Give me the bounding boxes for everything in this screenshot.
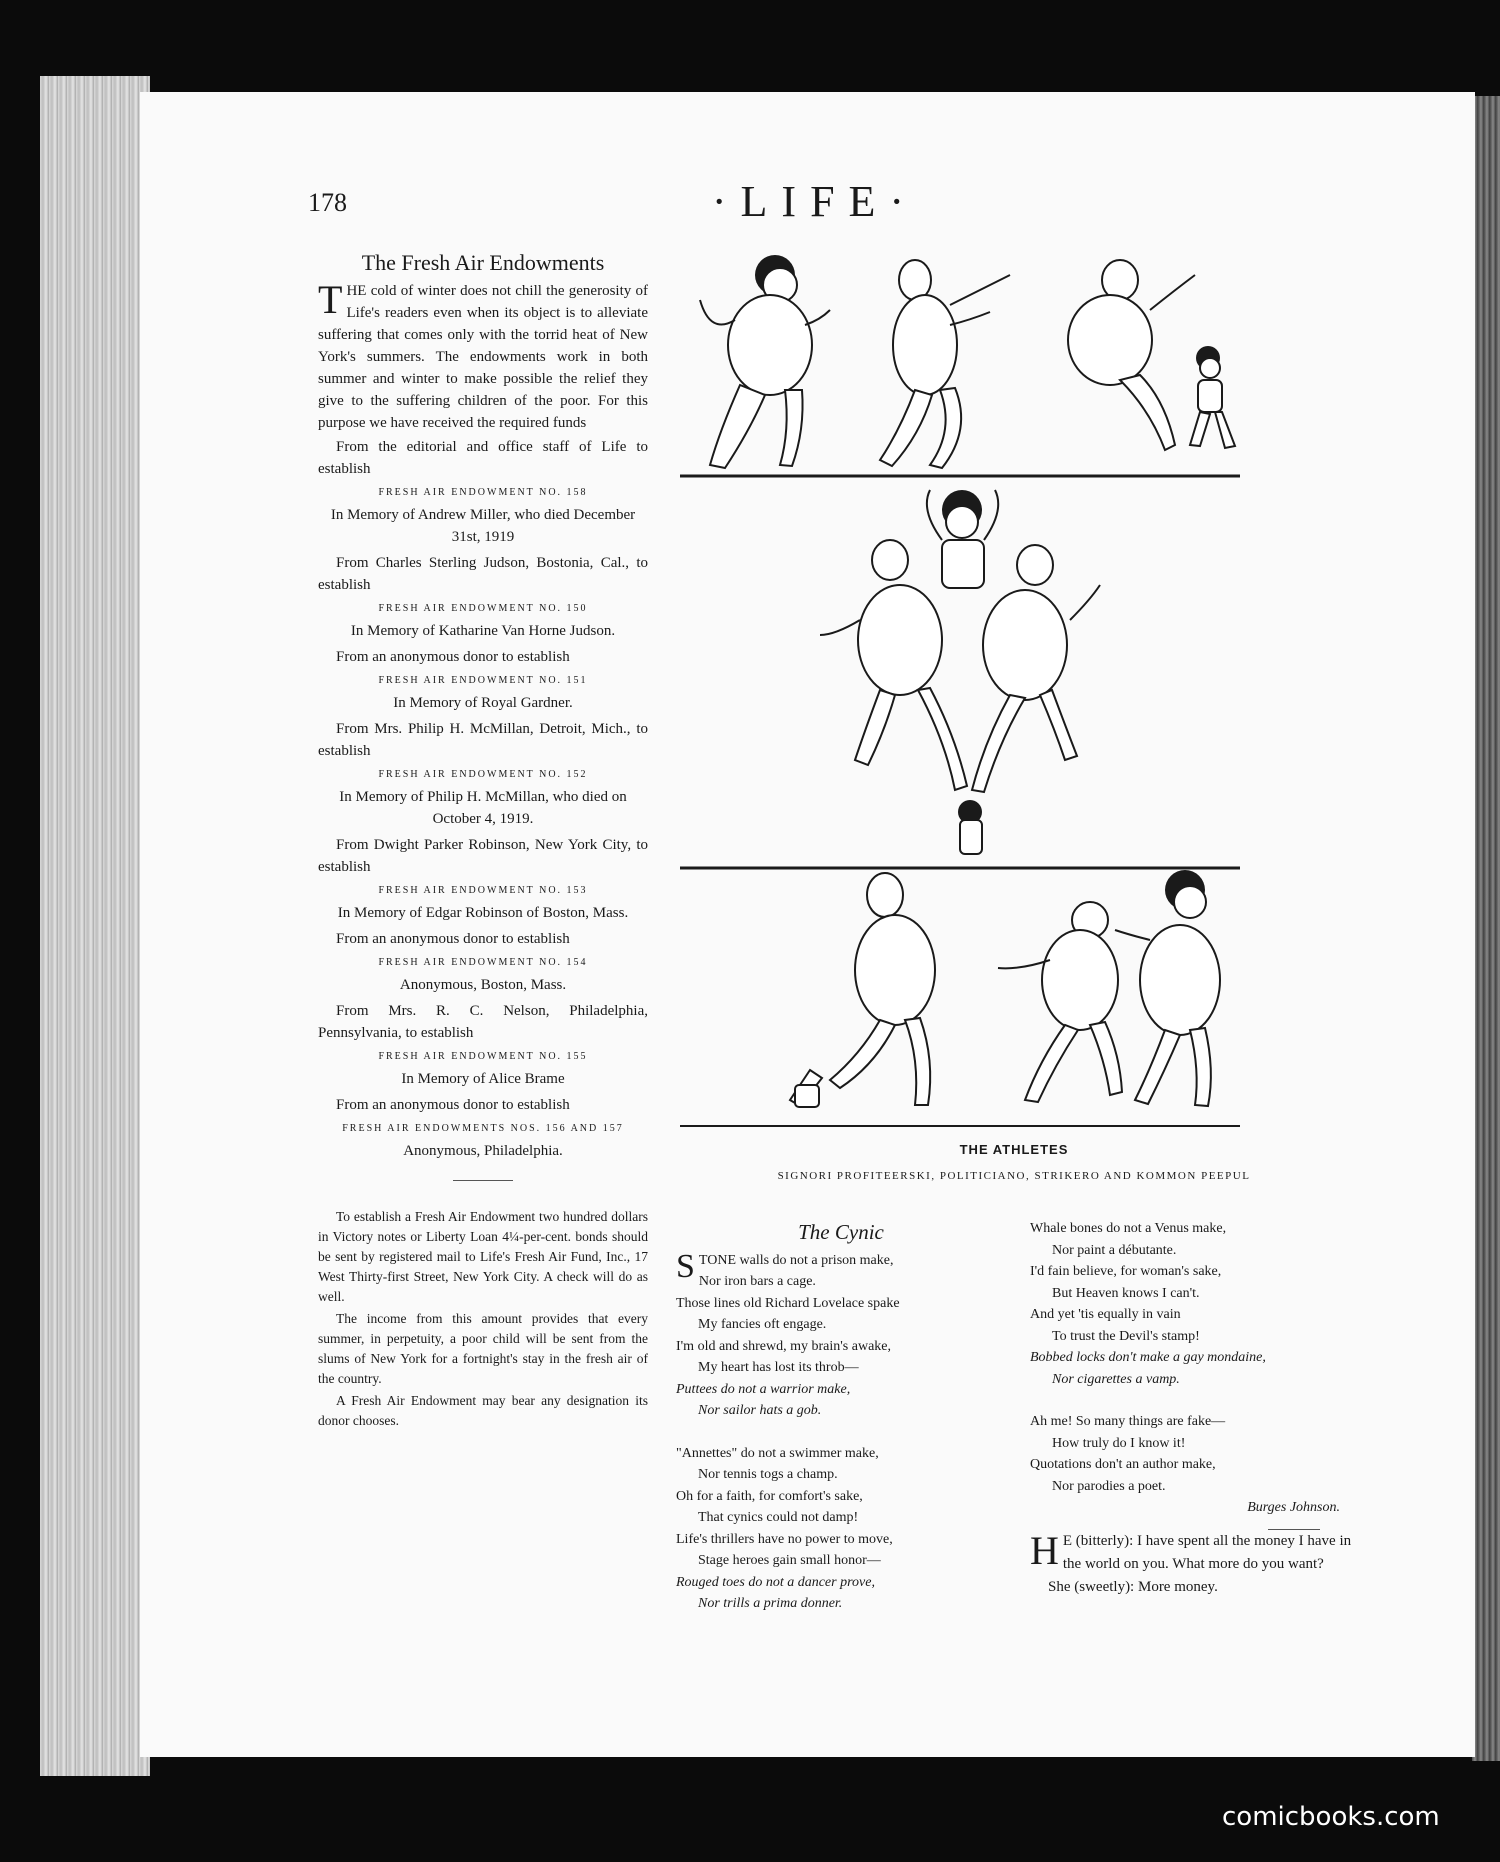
joke-line-1: E (bitterly): I have spent all the money I have in the world on you. What more do you want? (1062, 1533, 1352, 1572)
poem-line: I'm old and shrewd, my brain's awake, (676, 1338, 891, 1354)
joke-line-2: She (sweetly): More money. (1048, 1579, 1218, 1595)
dropcap: T (318, 277, 343, 322)
memorial-line: Anonymous, Boston, Mass. (399, 977, 567, 993)
poem-line: That cynics could not damp! (698, 1510, 859, 1525)
poem-line: Bobbed locks don't make a gay mondaine, (1030, 1350, 1266, 1365)
poem-line: My heart has lost its throb— (698, 1360, 859, 1375)
poem-line: Nor parodies a poet. (1052, 1478, 1166, 1494)
donor-line: From the editorial and office staff of Life to establish (318, 439, 648, 477)
poem-author: Burges Johnson. (1247, 1500, 1340, 1515)
poem-line: Nor trills a prima donner. (698, 1596, 843, 1611)
divider (453, 1180, 513, 1181)
donor-line: From Mrs. R. C. Nelson, Philadelphia, Pennsylvania, to establish (318, 1003, 648, 1041)
masthead: ·LIFE· (711, 177, 919, 226)
panel-bottom (680, 870, 1240, 1126)
page-number: 178 (308, 188, 347, 217)
poem-line: Nor iron bars a cage. (698, 1274, 816, 1289)
poem-line: Nor tennis togs a champ. (698, 1467, 838, 1482)
poem-line: But Heaven knows I can't. (1052, 1285, 1200, 1301)
illustration-subtitle: SIGNORI PROFITEERSKI, POLITICIANO, STRIKERO AND KOMMON PEEPUL (777, 1170, 1251, 1182)
poem-line: Nor sailor hats a gob. (698, 1403, 822, 1418)
donor-line: From Mrs. Philip H. McMillan, Detroit, Mich., to establish (318, 721, 648, 759)
memorial-line: Anonymous, Philadelphia. (403, 1143, 563, 1159)
panel-middle (680, 490, 1240, 868)
poem-line: Nor cigarettes a vamp. (1052, 1371, 1180, 1387)
stanza-break (676, 1422, 1006, 1443)
poem-column-1 (676, 1247, 1006, 1615)
poem-line-text: TONE walls do not a prison make, (698, 1252, 894, 1268)
endowment-number: FRESH AIR ENDOWMENT NO. 154 (378, 957, 588, 968)
book-spine-edge (1472, 96, 1500, 1761)
poem-line: How truly do I know it! (1052, 1435, 1186, 1451)
memorial-line: In Memory of Andrew Miller, who died December 31st, 1919 (330, 507, 636, 545)
poem-line: Those lines old Richard Lovelace spake (676, 1295, 900, 1311)
endowment-number: FRESH AIR ENDOWMENT NO. 150 (378, 603, 588, 614)
donor-line: From Dwight Parker Robinson, New York City, to establish (318, 837, 648, 875)
poem-line: Whale bones do not a Venus make, (1030, 1221, 1227, 1236)
poem-line: I'd fain believe, for woman's sake, (1030, 1264, 1222, 1279)
note-paragraph: A Fresh Air Endowment may bear any designation its donor chooses. (318, 1393, 648, 1428)
endowment-number: FRESH AIR ENDOWMENT NO. 151 (378, 675, 588, 686)
article-title: The Fresh Air Endowments (361, 250, 605, 275)
poem-line: Nor paint a débutante. (1052, 1242, 1177, 1258)
poem-line: Ah me! So many things are fake— (1030, 1414, 1226, 1429)
article-intro: THE cold of winter does not chill the generosity of Life's readers even when its object is to alleviate suffering that comes only with the torrid heat of New York's summers. The endowments work in both summer and winter to make possible the relief they give to the suffering children of the poor. For this purpose we have received the required funds (318, 277, 648, 431)
poem-line: Stage heroes gain small honor— (698, 1553, 881, 1568)
joke (1030, 1530, 1360, 1599)
article-fresh-air (318, 252, 648, 1433)
endowment-note (318, 1207, 648, 1431)
endowment-number: FRESH AIR ENDOWMENTS NOS. 156 AND 157 (342, 1123, 624, 1134)
poem-line: To trust the Devil's stamp! (1052, 1328, 1200, 1344)
illustration-title: THE ATHLETES (959, 1142, 1069, 1157)
poem-line: Rouged toes do not a dancer prove, (676, 1574, 875, 1590)
memorial-line: In Memory of Philip H. McMillan, who died on October 4, 1919. (339, 789, 627, 827)
note-paragraph: To establish a Fresh Air Endowment two hundred dollars in Victory notes or Liberty Loan 4¼-per-cent. bonds should be sent by registered mail to Life's Fresh Air Fund, Inc., 17 West Thirty-first Street, New York City. A check will do as well. (318, 1209, 648, 1304)
endowment-number: FRESH AIR ENDOWMENT NO. 152 (378, 769, 588, 780)
endowment-number: FRESH AIR ENDOWMENT NO. 153 (378, 885, 588, 896)
note-paragraph: The income from this amount provides that every summer, in perpetuity, a poor child will be sent from the slums of New York for a fortnight's stay in the fresh air of the country. (318, 1311, 648, 1386)
memorial-line: In Memory of Alice Brame (401, 1071, 565, 1087)
dropcap: S (676, 1247, 695, 1285)
poem-line: Puttees do not a warrior make, (676, 1381, 851, 1397)
donor-line: From Charles Sterling Judson, Bostonia, Cal., to establish (318, 555, 648, 593)
athletes-illustration (680, 240, 1348, 1140)
poem-line: "Annettes" do not a swimmer make, (676, 1445, 879, 1461)
donor-line: From an anonymous donor to establish (336, 1097, 570, 1113)
poem-line: My fancies oft engage. (698, 1317, 827, 1332)
memorial-line: In Memory of Edgar Robinson of Boston, Mass. (337, 905, 629, 921)
donor-line: From an anonymous donor to establish (336, 649, 570, 665)
memorial-line: In Memory of Royal Gardner. (393, 695, 573, 711)
poem-line: Quotations don't an author make, (1030, 1457, 1216, 1472)
poem-line: And yet 'tis equally in vain (1030, 1307, 1181, 1322)
poem-title: The Cynic (798, 1220, 884, 1244)
donor-line: From an anonymous donor to establish (336, 931, 570, 947)
book-page-edges (40, 76, 150, 1776)
endowment-number: FRESH AIR ENDOWMENT NO. 155 (378, 1051, 588, 1062)
memorial-line: In Memory of Katharine Van Horne Judson. (350, 623, 616, 639)
dropcap: H (1030, 1528, 1059, 1573)
watermark: comicbooks.com (1222, 1802, 1440, 1832)
poem-continued (1030, 1218, 1350, 1544)
panel-top (680, 255, 1240, 476)
poem-line: Oh for a faith, for comfort's sake, (676, 1488, 863, 1504)
endowment-list (318, 436, 648, 1162)
poem-line: Life's thrillers have no power to move, (676, 1531, 893, 1547)
poem-column-2 (1030, 1218, 1350, 1497)
endowment-number: FRESH AIR ENDOWMENT NO. 158 (378, 487, 588, 498)
poem-the-cynic (676, 1222, 1006, 1615)
stanza-break (1030, 1390, 1350, 1411)
